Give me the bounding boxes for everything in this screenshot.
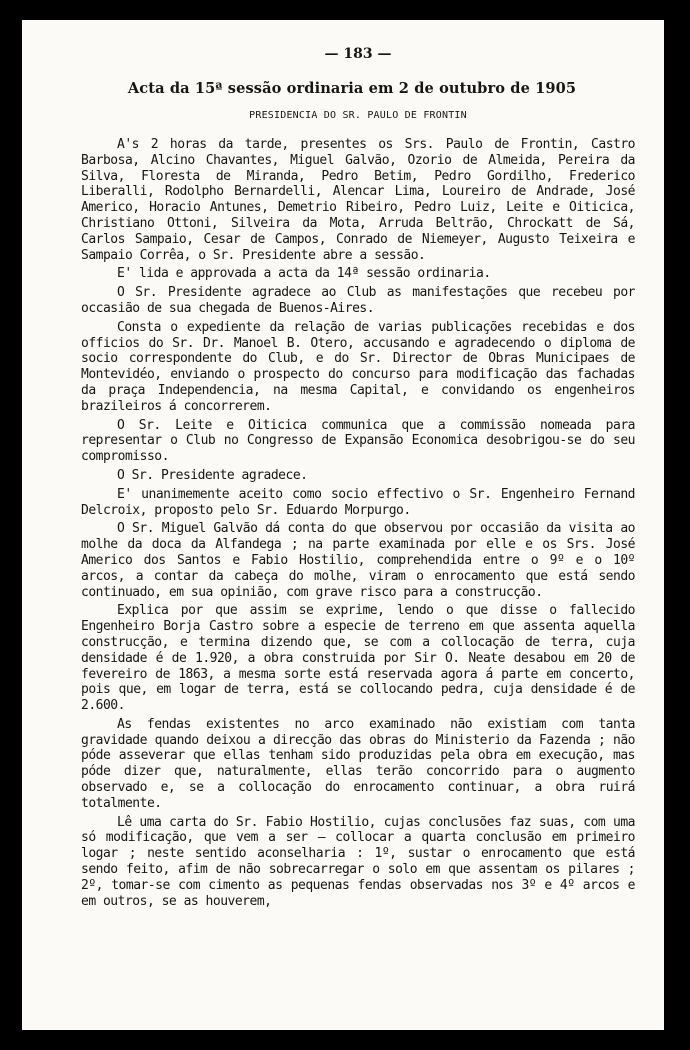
paragraph-commission: O Sr. Leite e Oiticica communica que a commissão nomeada para representar o Club no Congresso de Expansão Economica desobrigou-se do seu compromisso. (81, 417, 635, 465)
paragraph-president-thanks: O Sr. Presidente agradece ao Club as manifestações que recebeu por occasião de sua chegada de Buenos-Aires. (81, 285, 635, 316)
paragraph-explanation: Explica por que assim se exprime, lendo o que disse o fallecido Engenheiro Borja Castro sobre a especie de terreno em que assenta aquella construcção, e termina dizendo que, se com a collocação de terra, cuja densidade é de 1.920, a obra construida por Sir O. Neate desabou em 20 de fevereiro de 1863, a mesma sorte está reservada agora á parte em concerto, pois que, em logar de terra, está se collocando pedra, cuja densidade é de 2.600. (81, 603, 635, 714)
paragraph-attendance: A's 2 horas da tarde, presentes os Srs. Paulo de Frontin, Castro Barbosa, Alcino Chavantes, Miguel Galvão, Ozorio de Almeida, Pereira da Silva, Floresta de Miranda, Pedro Betim, Pedro Gordilho, Frederico Liberalli, Rodolpho Bernardelli, Alencar Lima, Loureiro de Andrade, José Americo, Horacio Antunes, Demetrio Ribeiro, Pedro Luiz, Leite e Oiticica, Christiano Ottoni, Silveira da Mota, Arruda Beltrão, Chrockatt de Sá, Carlos Sampaio, Cesar de Campos, Conrado de Niemeyer, Augusto Teixeira e Sampaio Corrêa, o Sr. Presidente abre a sessão. (81, 137, 635, 263)
paragraph-correspondence: Consta o expediente da relação de varias publicações recebidas e dos officios do Sr. Dr. Manoel B. Otero, accusando e agradecendo o diploma de socio correspondente do Club, e do Sr. Director de Obras Municipaes de Montevidéo, enviando o prospecto do concurso para modificação das fachadas da praça Independencia, na mesma Capital, e convidando os engenheiros brazileiros á concorrerem. (81, 319, 635, 414)
document-page (22, 20, 664, 1030)
document-title: Acta da 15ª sessão ordinaria em 2 de outubro de 1905 (127, 80, 577, 97)
paragraph-new-member: E' unanimemente aceito como socio effectivo o Sr. Engenheiro Fernand Delcroix, proposto pelo Sr. Eduardo Morpurgo. (81, 486, 635, 518)
paragraph-minutes-approved: E' lida e approvada a acta da 14ª sessão ordinaria. (117, 266, 491, 282)
page-content (81, 46, 635, 912)
paragraph-galvao-report: O Sr. Miguel Galvão dá conta do que observou por occasião da visita ao molhe da doca da Alfandega ; na parte examinada por elle e os Srs. José Americo dos Santos e Fabio Hostilio, comprehendida entre o 9º e o 10º arcos, a contar da cabeça do molhe, viram o enrocamento que está sendo continuado, em sua opinião, com grave risco para a construcção. (81, 521, 635, 600)
paragraph-president-agrees: O Sr. Presidente agradece. (117, 467, 308, 483)
paragraph-hostilio-letter: Lê uma carta do Sr. Fabio Hostilio, cujas conclusões faz suas, com uma só modificação, que vem a ser — collocar a quarta conclusão em primeiro logar ; neste sentido aconselharia : 1º, sustar o enrocamento que está sendo feito, afim de não sobrecarregar o solo em que assentam os pilares ; 2º, tomar-se com cimento as pequenas fendas observadas nos 3º e 4º arcos e em outros, se as houverem, (81, 814, 635, 909)
page-number: — 183 — (324, 46, 392, 62)
document-subtitle: PRESIDENCIA DO SR. PAULO DE FRONTIN (249, 110, 467, 121)
paragraph-cracks: As fendas existentes no arco examinado não existiam com tanta gravidade quando deixou a direcção das obras do Ministerio da Fazenda ; não póde asseverar que ellas tenham sido produzidas pela obra em execução, mas póde dizer que, naturalmente, ellas terão concorrido para o augmento observado e, se a collocação do enrocamento continuar, a obra ruirá totalmente. (81, 716, 635, 811)
